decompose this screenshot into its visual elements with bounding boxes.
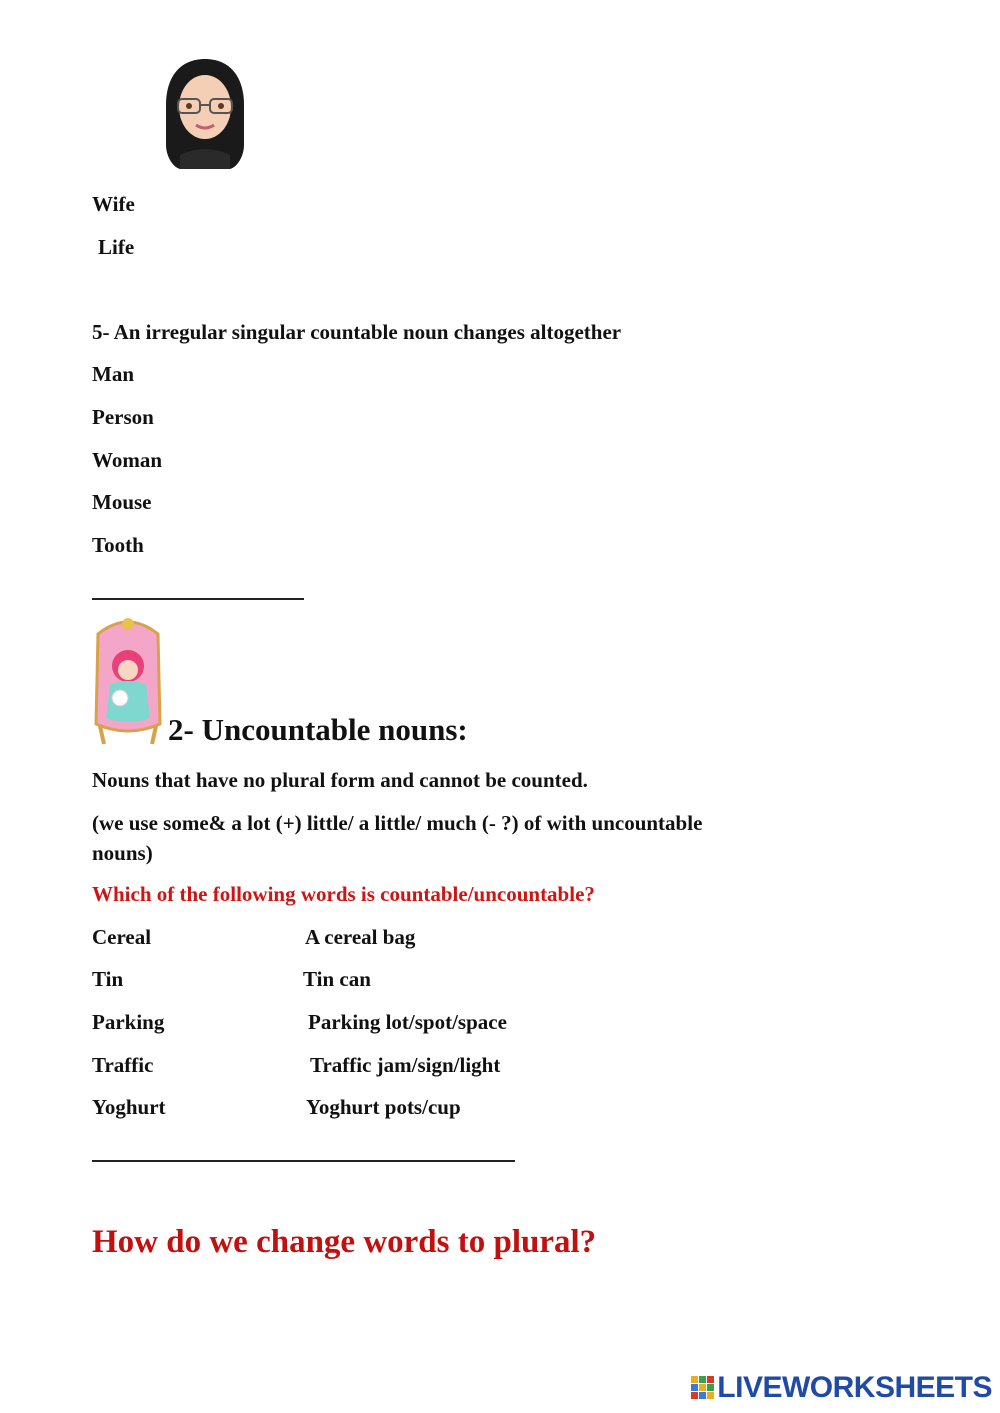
uncountable-word: Parking <box>92 1010 165 1034</box>
avatar-illustration <box>160 55 250 170</box>
countable-word: Traffic jam/sign/light <box>310 1053 501 1077</box>
princess-illustration <box>90 614 166 746</box>
countable-word: Tin can <box>303 967 371 991</box>
uncountable-usage-cont: nouns) <box>92 841 153 865</box>
uncountable-title: 2- Uncountable nouns: <box>168 712 468 747</box>
uncountable-usage: (we use some& a lot (+) little/ a little/ much (- ?) of with uncountable <box>92 811 703 835</box>
plural-question-heading: How do we change words to plural? <box>92 1224 597 1260</box>
uncountable-word: Traffic <box>92 1053 154 1077</box>
word-life: Life <box>98 235 135 259</box>
liveworksheets-logo-icon <box>691 1376 715 1400</box>
uncountable-word: Cereal <box>92 925 152 949</box>
countable-question: Which of the following words is countable/uncountable? <box>92 882 595 906</box>
liveworksheets-logo[interactable] <box>691 1371 992 1405</box>
liveworksheets-logo-text: LIVEWORKSHEETS <box>717 1371 992 1404</box>
word-mouse: Mouse <box>92 490 152 514</box>
word-man: Man <box>92 362 134 386</box>
word-wife: Wife <box>92 192 135 216</box>
uncountable-definition: Nouns that have no plural form and cannot be counted. <box>92 768 588 792</box>
countable-word: Parking lot/spot/space <box>308 1010 507 1034</box>
word-person: Person <box>92 405 154 429</box>
countable-word: A cereal bag <box>305 925 416 949</box>
countable-word: Yoghurt pots/cup <box>306 1095 461 1119</box>
divider-line <box>92 1160 515 1162</box>
word-tooth: Tooth <box>92 533 144 557</box>
divider-line <box>92 598 304 600</box>
uncountable-word: Tin <box>92 967 124 991</box>
uncountable-word: Yoghurt <box>92 1095 166 1119</box>
word-woman: Woman <box>92 448 163 472</box>
irregular-heading: 5- An irregular singular countable noun changes altogether <box>92 320 622 344</box>
